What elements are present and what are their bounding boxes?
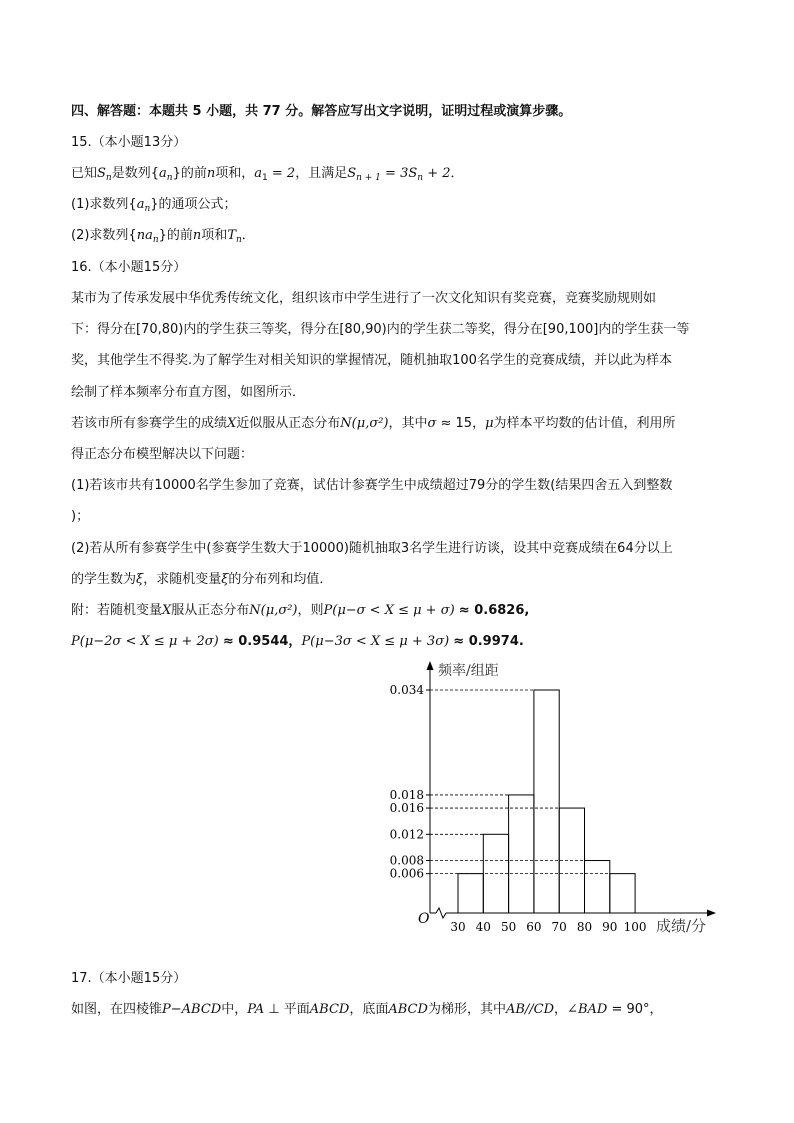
- x-tick-label: 80: [576, 920, 593, 934]
- q16-part1-line1: (1)若该市共有10000名学生参加了竞赛，试估计参赛学生中成绩超过79分的学生数(结果四舍五入到整数: [71, 478, 673, 493]
- y-tick-label: 0.008: [389, 853, 424, 868]
- histogram-bar: [458, 874, 483, 913]
- y-axis-label: 频率/组距: [438, 663, 499, 679]
- histogram-bar: [534, 690, 559, 913]
- histogram-bar: [509, 795, 534, 913]
- histogram-bar: [585, 861, 610, 913]
- x-tick-label: 70: [551, 920, 567, 934]
- origin-label: O: [418, 911, 430, 927]
- q15-part2: (2)求数列$\{na_n\}$的前n项和$T_n$．: [71, 228, 255, 245]
- q16-title: 16.（本小题15分）: [71, 260, 187, 275]
- x-axis-label: 成绩/分: [656, 917, 707, 935]
- q15-part1: (1)求数列$\{a_n\}$的通项公式；: [71, 197, 237, 214]
- q16-line6: 得正态分布模型解决以下问题：: [71, 447, 254, 462]
- q16-part2-line2: 的学生数为ξ，求随机变量ξ的分布列和均值．: [71, 572, 333, 587]
- q16-part2-line1: (2)若从所有参赛学生中(参赛学生数大于10000)随机抽取3名学生进行访谈，设其中竞赛成绩在64分以上: [71, 541, 673, 556]
- x-tick-label: 40: [475, 920, 491, 934]
- q15-stem: 已知$S_n$是数列$\{a_n\}$的前n项和，$a_1 = 2$，且满足$S_{n + 1} = 3S_n + 2$．: [71, 166, 464, 183]
- axis-break: [436, 908, 446, 918]
- x-tick-label: 90: [602, 920, 618, 934]
- q16-appendix-line1: 附：若随机变量X服从正态分布N(μ,σ²)，则P(μ−σ < X ≤ μ + σ) ≈ 0.6826,: [71, 603, 530, 618]
- q17-line1: 如图，在四棱锥P−ABCD中，PA ⊥ 平面ABCD，底面ABCD为梯形，其中AB//CD，∠BAD = 90°，: [71, 1002, 663, 1017]
- y-tick-label: 0.034: [389, 683, 424, 697]
- q16-line5: 若该市所有参赛学生的成绩X近似服从正态分布N(μ,σ²)，其中σ ≈ 15，μ为样本平均数的估计值，利用所: [71, 416, 676, 431]
- x-tick-label: 60: [526, 920, 542, 934]
- y-axis-arrow: [427, 661, 434, 670]
- histogram-bar: [610, 874, 635, 913]
- y-tick-label: 0.016: [389, 801, 424, 816]
- q16-line1: 某市为了传承发展中华优秀传统文化，组织该市中学生进行了一次文化知识有奖竞赛，竞赛奖励规则如: [71, 291, 657, 306]
- y-tick-label: 0.006: [389, 866, 424, 881]
- q15-title: 15.（本小题13分）: [71, 135, 187, 150]
- q16-line3: 奖，其他学生不得奖.为了解学生对相关知识的掌握情况，随机抽取100名学生的竞赛成绩，并以此为样本: [71, 353, 672, 368]
- frequency-histogram: [380, 655, 730, 945]
- x-tick-label: 30: [450, 920, 466, 934]
- q16-line4: 绘制了样本频率分布直方图，如图所示．: [71, 385, 306, 400]
- y-tick-label: 0.018: [389, 787, 424, 802]
- x-axis-arrow: [707, 910, 716, 917]
- section-header: 四、解答题：本题共 5 小题，共 77 分。解答应写出文字说明，证明过程或演算步骤。: [71, 104, 572, 119]
- q16-part1-line2: )；: [71, 509, 90, 524]
- q16-line2: 下：得分在[70,80)内的学生获三等奖，得分在[80,90)内的学生获二等奖，得分在[90,100]内的学生获一等: [71, 322, 690, 337]
- y-tick-label: 0.012: [389, 827, 424, 842]
- q16-appendix-line2: P(μ−2σ < X ≤ μ + 2σ) ≈ 0.9544，P(μ−3σ < X ≤ μ + 3σ) ≈ 0.9974.: [71, 634, 524, 649]
- x-tick-label: 50: [500, 920, 517, 934]
- q17-title: 17.（本小题15分）: [71, 971, 187, 986]
- x-tick-label: 100: [623, 920, 647, 934]
